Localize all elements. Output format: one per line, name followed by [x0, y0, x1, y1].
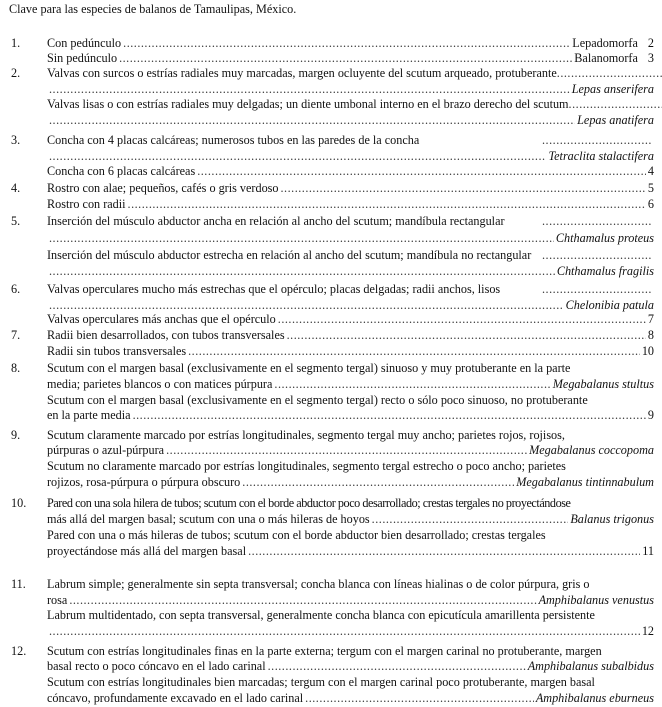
key-line: [0, 112, 662, 128]
key-line: [0, 511, 662, 527]
leader-dots: [166, 442, 527, 458]
character-description: Scutum con el margen basal (exclusivamente en el segmento tergal) sinuoso y muy protuberante en la parte: [47, 361, 571, 375]
key-line: [0, 196, 662, 212]
character-description: Scutum con estrías longitudinales bien marcadas; tergum con el margen carinal poco protuberante, margen basal: [47, 675, 595, 689]
key-couplet-3: [0, 132, 662, 148]
key-line: [0, 674, 662, 690]
leader-dots: [542, 132, 652, 148]
key-line-content: [47, 96, 654, 112]
key-line-content: [47, 407, 654, 423]
result-label: 8: [647, 328, 654, 342]
key-line: [0, 230, 662, 246]
character-description: Concha con 4 placas calcáreas; numerosos tubos en las paredes de la concha: [47, 133, 420, 147]
key-line-content: [47, 643, 654, 659]
character-description: basal recto o poco cóncavo en el lado carinal: [47, 659, 266, 673]
key-line-content: [47, 230, 654, 246]
key-line-content: [47, 511, 654, 527]
key-line: [0, 592, 662, 608]
key-line: [0, 343, 662, 359]
key-line-content: [47, 427, 654, 443]
key-line-content: [47, 592, 654, 608]
character-description: en la parte media: [47, 408, 131, 422]
key-line-content: [47, 543, 654, 559]
character-description: proyectándose más allá del margen basal: [47, 544, 247, 558]
couplet-number: 6.: [11, 282, 21, 296]
character-description: Pared con una o más hileras de tubos; scutum con el borde abductor bien desarrollado; crestas tergales: [47, 528, 546, 542]
result-label: 9: [647, 408, 654, 422]
character-description: Scutum claramente marcado por estrías longitudinales, segmento tergal muy ancho; parietes rojos, rojisos,: [47, 428, 565, 442]
species-name: Chthamalus fragilis: [556, 264, 654, 278]
key-couplet-12: [0, 643, 662, 659]
leader-dots: [281, 180, 646, 196]
leader-dots: [268, 658, 526, 674]
couplet-number: 12.: [11, 644, 27, 658]
leader-dots: [242, 474, 514, 490]
leader-dots: [542, 281, 652, 297]
species-name: Megabalanus coccopoma: [529, 443, 654, 457]
result-label: 11: [642, 544, 654, 558]
key-line: [0, 311, 662, 327]
leader-dots: [248, 543, 640, 559]
key-line-content: [47, 360, 654, 376]
leader-dots: [287, 327, 646, 343]
leader-dots: [569, 96, 662, 112]
leader-dots: [49, 263, 555, 279]
key-line-content: [47, 607, 654, 623]
key-line-content: [47, 658, 654, 674]
key-line-content: [47, 65, 654, 81]
key-line: [0, 148, 662, 164]
key-line-content: [47, 112, 654, 128]
character-description: cóncavo, profundamente excavado en el lado carinal: [47, 691, 304, 705]
character-description: media; parietes blancos o con matices púrpura: [47, 377, 273, 391]
result-label: 10: [641, 344, 654, 358]
leader-dots: [542, 247, 652, 263]
key-line-content: [47, 674, 654, 690]
key-line: [0, 407, 662, 423]
character-description: Radii bien desarrollados, con tubos transversales: [47, 328, 285, 342]
leader-dots: [305, 690, 534, 706]
key-line: [0, 263, 662, 279]
leader-dots: [49, 148, 546, 164]
key-couplet-7: [0, 327, 662, 343]
goto-couplet: 2: [647, 36, 654, 50]
key-couplet-9: [0, 427, 662, 443]
couplet-number: 5.: [11, 214, 21, 228]
key-line: [0, 458, 662, 474]
key-line-content: [47, 132, 654, 148]
key-line-content: [47, 458, 654, 474]
character-description: Valvas operculares mucho más estrechas que el opérculo; placas delgadas; radii anchos, lisos: [47, 282, 501, 296]
couplet-number: 8.: [11, 361, 21, 375]
result-label: Lepadomorfa 2: [572, 36, 654, 50]
key-line-content: [47, 311, 654, 327]
species-name: Tetraclita stalactifera: [548, 149, 654, 163]
leader-dots: [188, 343, 640, 359]
key-line-content: [47, 213, 654, 229]
character-description: Valvas operculares más anchas que el opérculo: [47, 312, 276, 326]
result-label: 5: [647, 181, 654, 195]
key-line: [0, 247, 662, 263]
key-line-content: [47, 163, 654, 179]
key-line: [0, 543, 662, 559]
key-line-content: [47, 527, 654, 543]
species-name: Chelonibia patula: [565, 298, 654, 312]
character-description: Concha con 6 placas calcáreas: [47, 164, 196, 178]
leader-dots: [49, 112, 575, 128]
character-description: Valvas con surcos o estrías radiales muy marcadas, margen ocluyente del scutum arqueado, protuberante: [47, 66, 557, 80]
character-description: rojizos, rosa-púrpura o púrpura obscuro: [47, 475, 241, 489]
key-couplet-4: [0, 180, 662, 196]
character-description: Inserción del músculo abductor ancha en relación al ancho del scutum; mandíbula rectangular: [47, 214, 505, 228]
species-name: Lepas anserifera: [571, 82, 654, 96]
couplet-number: 3.: [11, 133, 21, 147]
key-couplet-6: [0, 281, 662, 297]
key-line: [0, 392, 662, 408]
key-line: [0, 163, 662, 179]
character-description: Valvas lisas o con estrías radiales muy delgadas; un diente umbonal interno en el brazo derecho del scutum: [47, 97, 569, 111]
character-description: Pared con una sola hilera de tubos; scutum con el borde abductor poco desarrollado; crestas tergales no proyectándose: [47, 496, 571, 510]
character-description: Scutum con estrías longitudinales finas en la parte externa; tergum con el margen carinal no protuberante, margen: [47, 644, 602, 658]
couplet-number: 2.: [11, 66, 21, 80]
couplet-number: 7.: [11, 328, 21, 342]
character-description: rosa: [47, 593, 68, 607]
leader-dots: [372, 511, 569, 527]
key-line-content: [47, 495, 654, 511]
character-description: Rostro con radii: [47, 197, 126, 211]
key-line-content: [47, 474, 654, 490]
couplet-number: 11.: [11, 577, 26, 591]
key-line: [0, 474, 662, 490]
result-label: 6: [647, 197, 654, 211]
character-description: Radii sin tubos transversales: [47, 344, 187, 358]
leader-dots: [274, 376, 550, 392]
key-couplet-2: [0, 65, 662, 81]
character-description: Sin pedúnculo: [47, 51, 118, 65]
character-description: Labrum simple; generalmente sin septa transversal; concha blanca con líneas hialinas o de color púrpura, gris o: [47, 577, 590, 591]
key-line-content: [47, 148, 654, 164]
key-line-content: [47, 442, 654, 458]
key-line-content: [47, 623, 654, 639]
species-name: Amphibalanus eburneus: [535, 691, 654, 705]
species-name: Amphibalanus subalbidus: [527, 659, 654, 673]
leader-dots: [197, 163, 646, 179]
leader-dots: [119, 50, 572, 66]
key-line-content: [47, 343, 654, 359]
key-couplet-5: [0, 213, 662, 229]
key-line-content: [47, 263, 654, 279]
key-line: [0, 623, 662, 639]
leader-dots: [49, 81, 570, 97]
species-name: Balanus trigonus: [570, 512, 654, 526]
key-line: [0, 607, 662, 623]
key-line: [0, 50, 662, 66]
species-name: Chthamalus proteus: [555, 231, 654, 245]
character-description: más allá del margen basal; scutum con una o más hileras de hoyos: [47, 512, 370, 526]
character-description: Rostro con alae; pequeños, cafés o gris verdoso: [47, 181, 279, 195]
leader-dots: [557, 65, 662, 81]
key-couplet-1: [0, 35, 662, 51]
key-line-content: [47, 376, 654, 392]
key-line: [0, 658, 662, 674]
leader-dots: [128, 196, 646, 212]
result-label: 4: [647, 164, 654, 178]
key-couplet-11: [0, 576, 662, 592]
leader-dots: [49, 623, 640, 639]
result-label: 12: [641, 624, 654, 638]
leader-dots: [542, 213, 652, 229]
result-label: Balanomorfa 3: [574, 51, 654, 65]
leader-dots: [278, 311, 646, 327]
leader-dots: [49, 230, 554, 246]
key-line-content: [47, 327, 654, 343]
key-line-content: [47, 392, 654, 408]
character-description: Inserción del músculo abductor estrecha en relación al ancho del scutum; mandíbula no rectangular: [47, 248, 532, 262]
leader-dots: [123, 35, 570, 51]
couplet-number: 9.: [11, 428, 21, 442]
character-description: Labrum multidentado, con septa transversal, generalmente concha blanca con epicutícula amarillenta persistente: [47, 608, 595, 622]
key-line: [0, 690, 662, 706]
species-name: Amphibalanus venustus: [538, 593, 654, 607]
key-line-content: [47, 690, 654, 706]
key-line: [0, 96, 662, 112]
couplet-number: 4.: [11, 181, 21, 195]
key-line: [0, 527, 662, 543]
document-title: Clave para las especies de balanos de Tamaulipas, México.: [9, 2, 297, 16]
couplet-number: 10.: [11, 496, 27, 510]
key-line: [0, 376, 662, 392]
key-couplet-10: [0, 495, 662, 511]
result-label: 7: [647, 312, 654, 326]
key-line-content: [47, 247, 654, 263]
species-name: Megabalanus tintinnabulum: [516, 475, 654, 489]
key-line-content: [47, 576, 654, 592]
couplet-number: 1.: [11, 36, 21, 50]
key-line-content: [47, 81, 654, 97]
species-name: Megabalanus stultus: [552, 377, 654, 391]
key-line-content: [47, 180, 654, 196]
leader-dots: [69, 592, 536, 608]
character-description: Scutum con el margen basal (exclusivamente en el segmento tergal) recto o sólo poco sinuoso, no protuberante: [47, 393, 588, 407]
key-line-content: [47, 281, 654, 297]
key-line-content: [47, 35, 654, 51]
key-line-content: [47, 196, 654, 212]
leader-dots: [133, 407, 646, 423]
species-name: Lepas anatifera: [577, 113, 654, 127]
character-description: Con pedúnculo: [47, 36, 122, 50]
key-line: [0, 81, 662, 97]
goto-couplet: 3: [647, 51, 654, 65]
key-line-content: [47, 50, 654, 66]
character-description: púrpuras o azul-púrpura: [47, 443, 165, 457]
character-description: Scutum no claramente marcado por estrías longitudinales, segmento tergal estrecho o poco ancho; parietes: [47, 459, 566, 473]
key-couplet-8: [0, 360, 662, 376]
key-line: [0, 442, 662, 458]
